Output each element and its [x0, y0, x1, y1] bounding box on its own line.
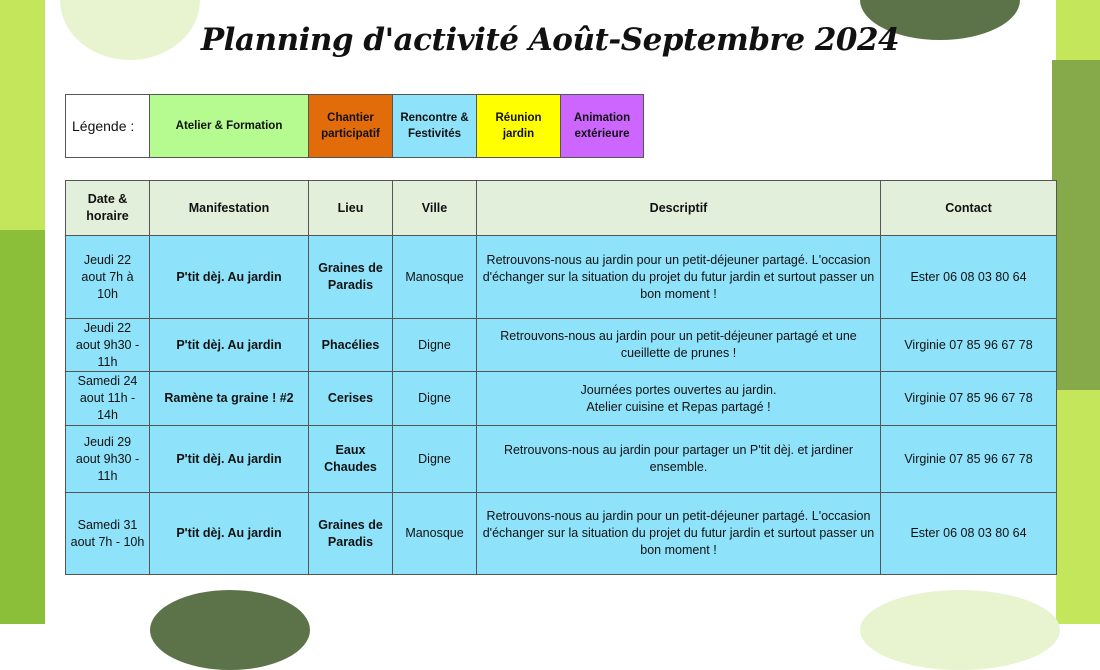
- cell-desc: Retrouvons-nous au jardin pour un petit-déjeuner partagé. L'occasion d'échanger sur la situation du projet du futur jardin et surtout passer un bon moment !: [477, 493, 881, 575]
- page-title: Planning d'activité Août-Septembre 2024: [200, 22, 900, 58]
- legend-label: Légende :: [66, 95, 150, 158]
- cell-date: Jeudi 29 aout 9h30 - 11h: [66, 426, 150, 493]
- background-decoration-right-dark: [1052, 60, 1100, 390]
- cell-lieu: Graines de Paradis: [309, 236, 393, 319]
- table-row: [66, 372, 1057, 426]
- cell-ville: Manosque: [393, 236, 477, 319]
- cell-event: Ramène ta graine ! #2: [150, 372, 309, 426]
- cell-date: Samedi 24 aout 11h - 14h: [66, 372, 150, 426]
- cell-contact: Virginie 07 85 96 67 78: [881, 372, 1057, 426]
- cell-lieu: Eaux Chaudes: [309, 426, 393, 493]
- cell-event: P'tit dèj. Au jardin: [150, 426, 309, 493]
- table-row: [66, 493, 1057, 575]
- cell-contact: Ester 06 08 03 80 64: [881, 493, 1057, 575]
- legend-table: [65, 94, 644, 158]
- legend-rencontre-festivites: Rencontre & Festivités: [393, 95, 477, 158]
- header-contact: Contact: [881, 181, 1057, 236]
- legend-atelier-formation: Atelier & Formation: [150, 95, 309, 158]
- cell-desc: Retrouvons-nous au jardin pour un petit-déjeuner partagé et une cueillette de prunes !: [477, 319, 881, 372]
- header-lieu: Lieu: [309, 181, 393, 236]
- header-manifestation: Manifestation: [150, 181, 309, 236]
- cell-lieu: Graines de Paradis: [309, 493, 393, 575]
- background-decoration-left-dark: [0, 230, 45, 624]
- table-row: [66, 426, 1057, 493]
- header-descriptif: Descriptif: [477, 181, 881, 236]
- legend-animation-exterieure: Animation extérieure: [561, 95, 644, 158]
- cell-ville: Digne: [393, 372, 477, 426]
- cell-ville: Manosque: [393, 493, 477, 575]
- cell-desc: Retrouvons-nous au jardin pour un petit-déjeuner partagé. L'occasion d'échanger sur la situation du projet du futur jardin et surtout passer un bon moment !: [477, 236, 881, 319]
- cell-ville: Digne: [393, 426, 477, 493]
- cell-event: P'tit dèj. Au jardin: [150, 319, 309, 372]
- table-header: [66, 181, 1057, 236]
- leaf-decoration: [860, 590, 1060, 670]
- cell-event: P'tit dèj. Au jardin: [150, 493, 309, 575]
- header-date: Date & horaire: [66, 181, 150, 236]
- legend-reunion-jardin: Réunion jardin: [477, 95, 561, 158]
- cell-desc: Journées portes ouvertes au jardin. Atelier cuisine et Repas partagé !: [477, 372, 881, 426]
- legend-chantier-participatif: Chantier participatif: [309, 95, 393, 158]
- header-ville: Ville: [393, 181, 477, 236]
- cell-date: Samedi 31 aout 7h - 10h: [66, 493, 150, 575]
- table-row: [66, 236, 1057, 319]
- cell-desc: Retrouvons-nous au jardin pour partager un P'tit dèj. et jardiner ensemble.: [477, 426, 881, 493]
- table-row: [66, 319, 1057, 372]
- cell-event: P'tit dèj. Au jardin: [150, 236, 309, 319]
- leaf-decoration: [150, 590, 310, 670]
- cell-ville: Digne: [393, 319, 477, 372]
- cell-contact: Ester 06 08 03 80 64: [881, 236, 1057, 319]
- planning-table: [65, 180, 1057, 575]
- cell-lieu: Cerises: [309, 372, 393, 426]
- cell-date: Jeudi 22 aout 9h30 - 11h: [66, 319, 150, 372]
- cell-contact: Virginie 07 85 96 67 78: [881, 319, 1057, 372]
- cell-lieu: Phacélies: [309, 319, 393, 372]
- cell-date: Jeudi 22 aout 7h à 10h: [66, 236, 150, 319]
- cell-contact: Virginie 07 85 96 67 78: [881, 426, 1057, 493]
